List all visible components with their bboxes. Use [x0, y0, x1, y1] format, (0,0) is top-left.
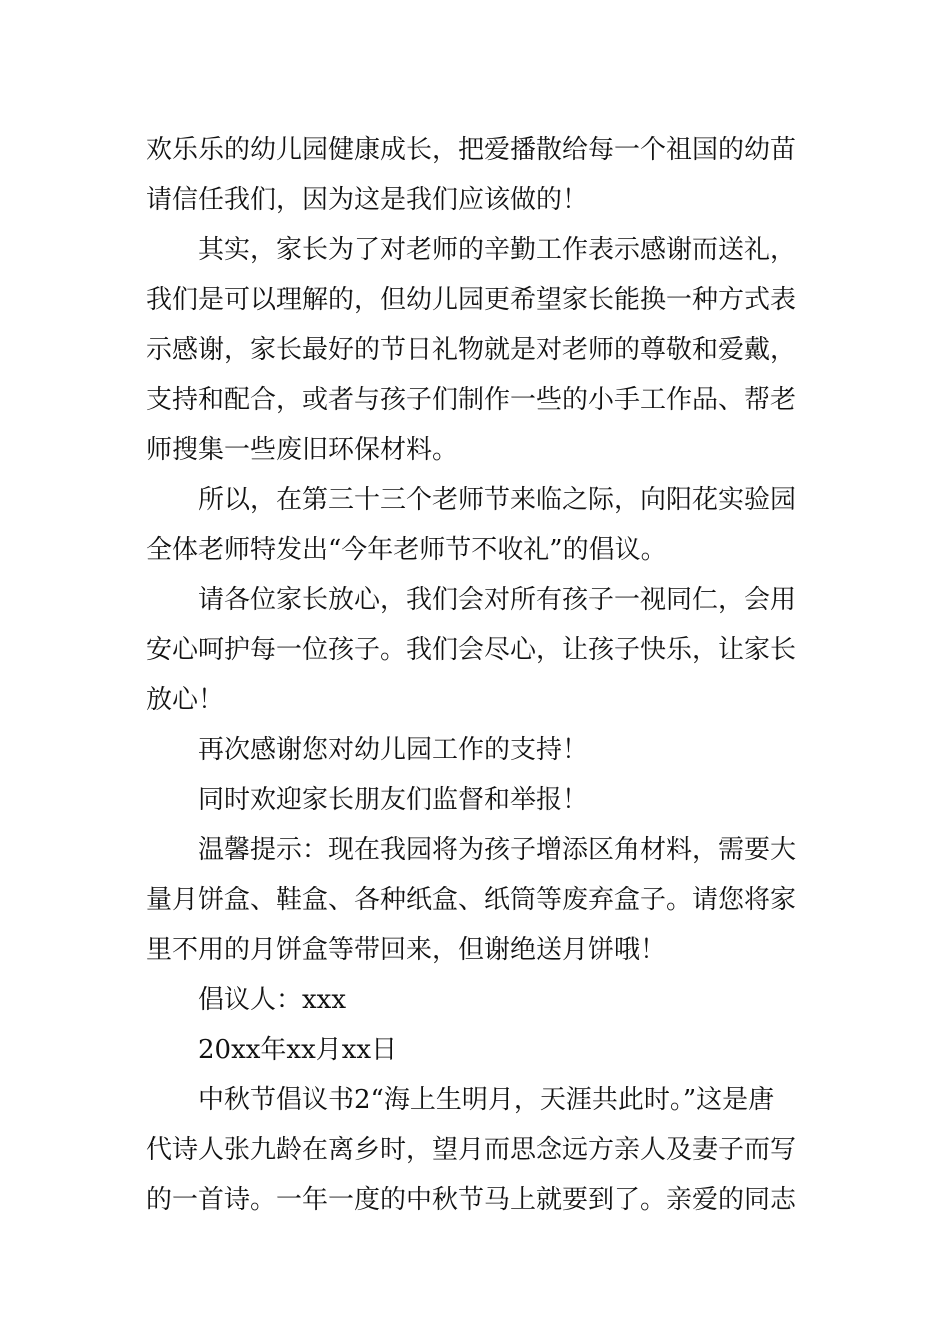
text-line: 请各位家长放心，我们会对所有孩子一视同仁，会用 — [198, 585, 797, 615]
text-line: 示感谢，家长最好的节日礼物就是对老师的尊敬和爱戴， — [146, 335, 797, 365]
text-line: 放心！ — [146, 685, 225, 715]
text-line: 同时欢迎家长朋友们监督和举报！ — [198, 785, 589, 815]
text-line: 再次感谢您对幼儿园工作的支持！ — [198, 735, 589, 765]
text-line: 我们是可以理解的，但幼儿园更希望家长能换一种方式表 — [146, 285, 797, 315]
text-line: 温馨提示：现在我园将为孩子增添区角材料，需要大 — [198, 835, 797, 865]
text-line: 全体老师特发出“今年老师节不收礼”的倡议。 — [146, 535, 667, 565]
text-line: 欢乐乐的幼儿园健康成长，把爱播散给每一个祖国的幼苗 — [146, 135, 797, 165]
text-line: 师搜集一些废旧环保材料。 — [146, 435, 459, 465]
text-line: 安心呵护每一位孩子。我们会尽心，让孩子快乐，让家长 — [146, 635, 797, 665]
text-line: 量月饼盒、鞋盒、各种纸盒、纸筒等废弃盒子。请您将家 — [146, 885, 797, 915]
text-line: 所以，在第三十三个老师节来临之际，向阳花实验园 — [198, 485, 797, 515]
date-line: 20xx年xx月xx日 — [198, 1035, 398, 1065]
text-line: 请信任我们，因为这是我们应该做的！ — [146, 185, 589, 215]
text-line: 中秋节倡议书2“海上生明月，天涯共此时。”这是唐 — [198, 1085, 775, 1115]
text-line: 的一首诗。一年一度的中秋节马上就要到了。亲爱的同志 — [146, 1185, 797, 1215]
text-line: 代诗人张九龄在离乡时，望月而思念远方亲人及妻子而写 — [146, 1135, 797, 1165]
text-line: 其实，家长为了对老师的辛勤工作表示感谢而送礼， — [198, 235, 797, 265]
text-line: 支持和配合，或者与孩子们制作一些的小手工作品、帮老 — [146, 385, 797, 415]
text-line: 里不用的月饼盒等带回来，但谢绝送月饼哦！ — [146, 935, 667, 965]
signature-line: 倡议人：xxx — [198, 985, 346, 1015]
